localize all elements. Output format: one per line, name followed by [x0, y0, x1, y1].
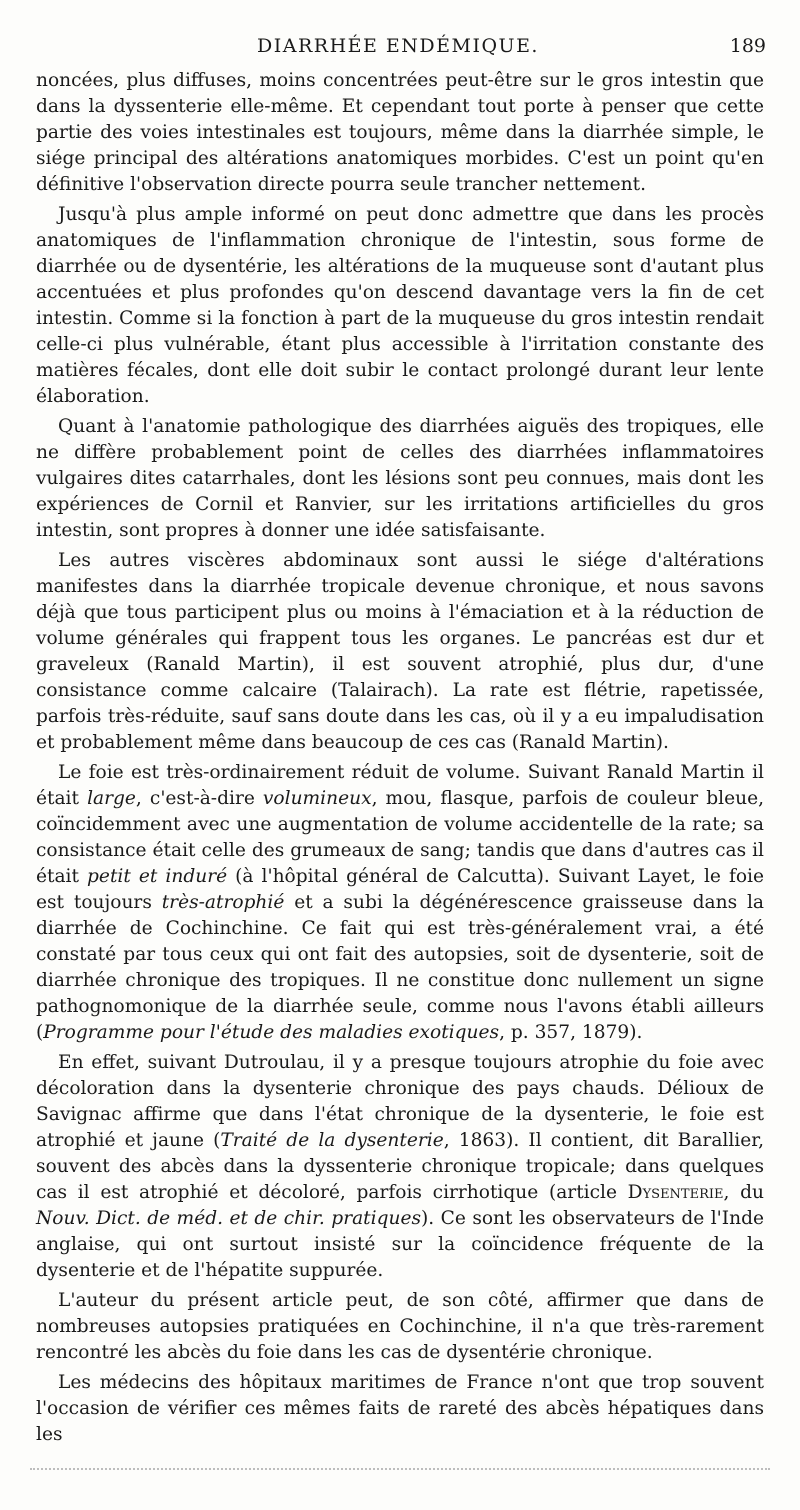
italic-run: Nouv. Dict. de méd. et de chir. pratiques	[36, 1208, 422, 1229]
italic-run: Traité de la dysenterie	[220, 1130, 444, 1151]
paragraph-text: L'auteur du présent article peut, de son côté, affirmer que dans de nombreuses autopsies pratiquées en Cochinchine, il n'a que très-rarement rencontré les abcès du foie dans les cas de dysentérie chronique.	[36, 1290, 764, 1363]
paragraph-8	[36, 1370, 764, 1448]
italic-run: Programme pour l'étude des maladies exotiques	[43, 1022, 500, 1043]
paragraph-1	[36, 68, 764, 198]
paragraph-text: Les autres viscères abdominaux sont aussi le siége d'altérations manifestes dans la diarrhée tropicale devenue chronique, et nous savons déjà que tous participent plus ou moins à l'émaciation et à la réduction de volume générales qui frappent tous les organes. Le pancréas est dur et graveleux (Ranald Martin), il est souvent atrophié, plus dur, d'une consistance comme calcaire (Talairach). La rate est flétrie, rapetissée, parfois très-réduite, sauf sans doute dans les cas, où il y a eu impaludisation et probablement même dans beaucoup de ces cas (Ranald Martin).	[36, 550, 764, 753]
paragraph-3	[36, 414, 764, 544]
paragraph-6	[36, 1050, 764, 1284]
italic-run: volumineux	[262, 788, 372, 809]
text-run: et a subi la dégénérescence graisseuse dans la diarrhée de Cochinchine. Ce fait qui est très-généralement vrai, a été constaté par tous ceux qui ont fait des autopsies, soit de dysenterie, soit de diarrhée chronique des tropiques. Il ne constitue donc nullement un signe pathognomonique de la diarrhée seule, comme nous l'avons établi ailleurs (	[36, 892, 764, 1043]
text-run: , 1863). Il contient, dit Barallier, souvent des abcès dans la dyssenterie chronique tropicale; dans quelques cas il est atrophié et décoloré, parfois cirrhotique (article	[36, 1130, 765, 1203]
italic-run: très-atrophié	[161, 892, 285, 913]
page-number: 189	[729, 35, 766, 57]
paragraph-4	[36, 548, 764, 756]
paragraph-text: Jusqu'à plus ample informé on peut donc admettre que dans les procès anatomiques de l'inflammation chronique de l'intestin, sous forme de diarrhée ou de dysentérie, les altérations de la muqueuse sont d'autant plus accentuées et plus profondes qu'on descend davantage vers la fin de cet intestin. Comme si la fonction à part de la muqueuse du gros intestin rendait celle-ci plus vulnérable, étant plus accessible à l'irritation constante des matières fécales, dont elle doit subir le contact prolongé durant leur lente élaboration.	[36, 204, 764, 407]
page-footer-rule	[30, 1468, 770, 1474]
paragraph-text: Les médecins des hôpitaux maritimes de France n'ont que trop souvent l'occasion de vérifier ces mêmes faits de rareté des abcès hépatiques dans les	[36, 1372, 764, 1445]
text-run: ). Ce sont les observateurs de l'Inde anglaise, qui ont surtout insisté sur la coïncidence fréquente de la dysenterie et de l'hépatite suppurée.	[36, 1208, 764, 1281]
small-caps-run: Dysenterie	[627, 1182, 724, 1203]
text-run: , p. 357, 1879).	[499, 1022, 643, 1043]
text-run: (à l'hôpital général de Calcutta). Suivant Layet, le foie est toujours	[36, 866, 764, 913]
paragraph-text: noncées, plus diffuses, moins concentrées peut-être sur le gros intestin que dans la dyssenterie elle-même. Et cependant tout porte à penser que cette partie des voies intestinales est toujours, même dans la diarrhée simple, le siége principal des altérations anatomiques morbides. C'est un point qu'en définitive l'observation directe pourra seule trancher nettement.	[36, 70, 764, 195]
body-text	[36, 68, 764, 1452]
page-header	[30, 34, 766, 58]
text-run: , mou, flasque, parfois de couleur bleue, coïncidemment avec une augmentation de volume accidentelle de la rate; sa consistance était celle des grumeaux de sang; tandis que dans d'autres cas il était	[36, 788, 764, 887]
paragraph-7	[36, 1288, 764, 1366]
paragraph-text: Quant à l'anatomie pathologique des diarrhées aiguës des tropiques, elle ne diffère probablement point de celles des diarrhées inflammatoires vulgaires dites catarrhales, dont les lésions sont peu connues, mais dont les expériences de Cornil et Ranvier, sur les irritations artificielles du gros intestin, sont propres à donner une idée satisfaisante.	[36, 416, 764, 541]
text-run: , c'est-à-dire	[135, 788, 263, 809]
text-run: Le foie est très-ordinairement réduit de volume. Suivant Ranald Martin il était	[36, 762, 764, 809]
italic-run: large	[87, 788, 136, 809]
paragraph-2	[36, 202, 764, 410]
italic-run: petit et induré	[87, 866, 228, 887]
text-run: En effet, suivant Dutroulau, il y a presque toujours atrophie du foie avec décoloration dans la dysenterie chronique des pays chauds. Délioux de Savignac affirme que dans l'état chronique de la dysenterie, le foie est atrophié et jaune (	[36, 1052, 764, 1151]
running-title: DIARRHÉE ENDÉMIQUE.	[257, 35, 539, 57]
paragraph-5	[36, 760, 764, 1046]
text-run: , du	[723, 1182, 764, 1203]
